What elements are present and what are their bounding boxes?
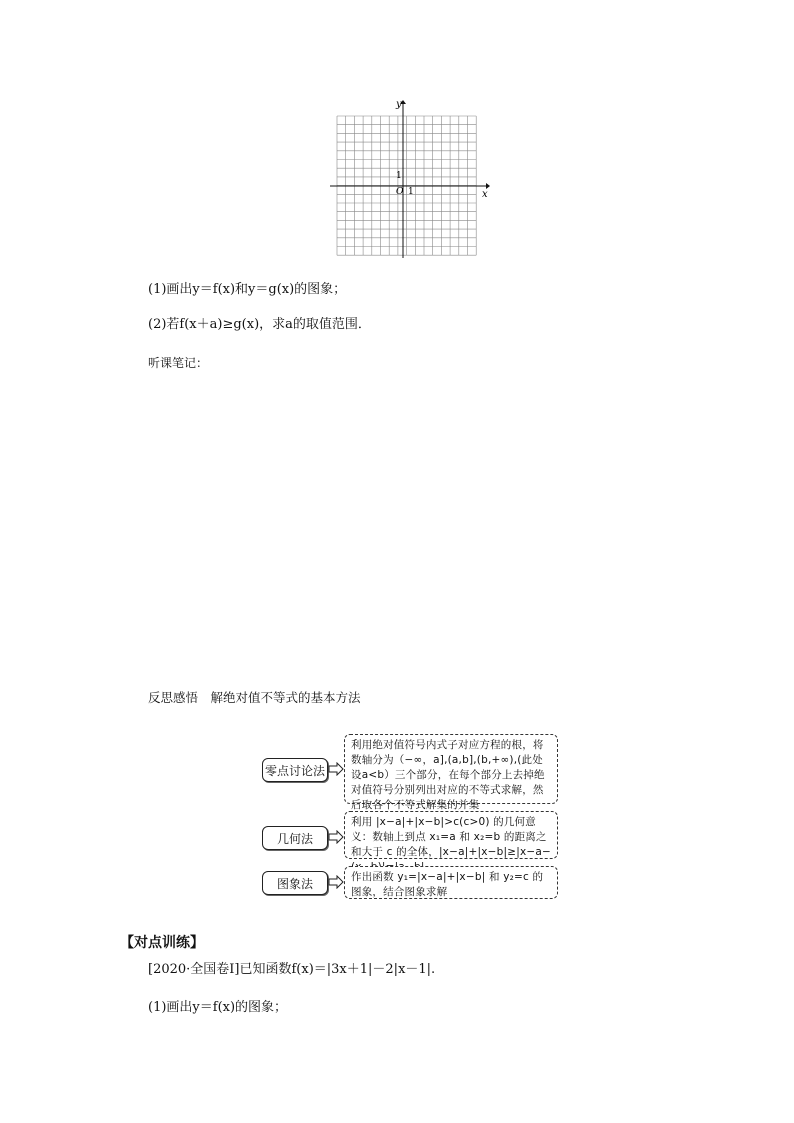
x-axis-label: x: [482, 189, 488, 200]
reflection-title: 反思感悟 解绝对值不等式的基本方法: [148, 690, 361, 705]
origin-label: O: [396, 187, 404, 197]
y-axis-label: y: [396, 99, 402, 110]
coordinate-grid: [330, 98, 490, 258]
notes-label: 听课笔记：: [148, 356, 209, 370]
training-problem: [2020·全国卷Ⅰ]已知函数f(x)＝|3x＋1|－2|x－1|.: [148, 962, 436, 977]
method-3-arrow-icon: [328, 875, 344, 889]
method-zero-point-desc: 利用绝对值符号内式子对应方程的根，将数轴分为（−∞，a],(a,b],(b,+∞),(此处设a<b）三个部分，在每个部分上去掉绝对值符号分别列出对应的不等式求解，然后取各个不等式解集的并集: [344, 734, 558, 804]
method-geometric-box: 几何法: [262, 826, 328, 850]
method-graph-desc: 作出函数 y₁=|x−a|+|x−b| 和 y₂=c 的图象，结合图象求解: [344, 866, 558, 899]
question-2: (2)若f(x＋a)≥g(x)，求a的取值范围．: [148, 317, 371, 332]
method-zero-point-box: 零点讨论法: [262, 758, 328, 782]
method-graph-box: 图象法: [262, 871, 328, 895]
method-geometric-desc: 利用 |x−a|+|x−b|>c(c>0) 的几何意义：数轴上到点 x₁=a 和 x₂=b 的距离之和大于 c 的全体，|x−a|+|x−b|≥|x−a−: [344, 811, 558, 859]
method-2-arrow-icon: [328, 830, 344, 844]
training-header: 【对点训练】: [120, 935, 204, 951]
unit-y-label: 1: [396, 171, 402, 181]
question-1: (1)画出y＝f(x)和y＝g(x)的图象；: [148, 282, 347, 297]
method-1-arrow-icon: [328, 762, 344, 776]
training-question-1: (1)画出y＝f(x)的图象；: [148, 1000, 288, 1015]
unit-x-label: 1: [408, 187, 414, 197]
